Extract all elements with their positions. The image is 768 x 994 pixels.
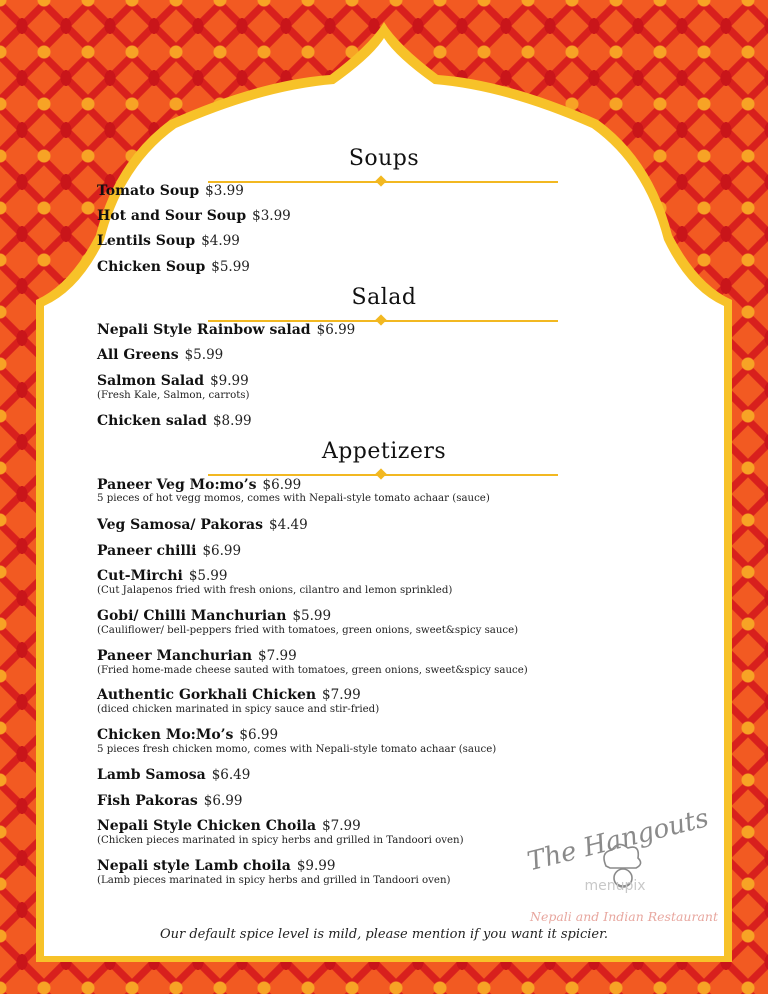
item-name: Cut-Mirchi	[97, 568, 183, 584]
item-description: (Cut Jalapenos fried with fresh onions, cilantro and lemon sprinkled)	[97, 585, 453, 596]
item-name: Chicken Soup	[97, 259, 206, 275]
logo-tagline: Nepali and Indian Restaurant	[530, 909, 718, 924]
item-price: $7.99	[322, 687, 361, 703]
item-price: $5.99	[184, 347, 224, 363]
menu-item	[97, 565, 227, 584]
item-name: Veg Samosa/ Pakoras	[97, 517, 264, 533]
menu-item	[97, 684, 361, 703]
menu-item	[97, 410, 252, 429]
menu-item	[97, 605, 331, 624]
item-name: Authentic Gorkhali Chicken	[97, 687, 317, 703]
section-divider	[208, 181, 558, 183]
item-description: 5 pieces of hot vegg momos, comes with Nepali-style tomato achaar (sauce)	[97, 493, 490, 504]
spice-note: Our default spice level is mild, please mention if you want it spicier.	[159, 927, 609, 942]
item-price: $5.99	[292, 608, 332, 624]
item-description: (Chicken pieces marinated in spicy herbs and grilled in Tandoori oven)	[97, 835, 464, 846]
item-price: $6.99	[262, 477, 302, 493]
section-title-appetizers: Appetizers	[321, 439, 447, 464]
item-name: Nepali Style Chicken Choila	[97, 818, 317, 834]
menu-item	[97, 514, 308, 533]
item-description: (Cauliflower/ bell-peppers fried with tomatoes, green onions, sweet&spicy sauce)	[97, 625, 519, 636]
menu-item	[97, 230, 240, 249]
menu-item	[97, 370, 249, 389]
logo-name: The Hangouts	[524, 803, 712, 878]
item-name: Gobi/ Chilli Manchurian	[97, 608, 287, 624]
restaurant-logo	[520, 800, 730, 930]
item-name: Tomato Soup	[97, 183, 200, 199]
item-price: $3.99	[252, 208, 291, 224]
menu-item	[97, 790, 242, 809]
item-description: (Fresh Kale, Salmon, carrots)	[97, 390, 250, 401]
item-description: (diced chicken marinated in spicy sauce and stir-fried)	[97, 704, 380, 715]
section-title-soups: Soups	[348, 146, 420, 171]
item-price: $6.99	[202, 543, 242, 559]
item-price: $5.99	[211, 259, 250, 275]
item-price: $7.99	[258, 648, 297, 664]
item-name: Nepali style Lamb choila	[97, 858, 291, 874]
item-price: $4.49	[269, 517, 308, 533]
item-name: Hot and Sour Soup	[97, 208, 247, 224]
item-name: Lamb Samosa	[97, 767, 206, 783]
item-name: Fish Pakoras	[97, 793, 198, 809]
item-price: $6.99	[316, 322, 356, 338]
item-name: Paneer Manchurian	[97, 648, 253, 664]
menu-item	[97, 815, 361, 834]
item-price: $6.99	[203, 793, 243, 809]
menu-item	[97, 764, 250, 783]
logo-watermark: menupix	[584, 878, 646, 894]
menu-item	[97, 724, 278, 743]
menu-item	[97, 344, 223, 363]
item-name: All Greens	[97, 347, 179, 363]
menu-item	[97, 645, 297, 664]
menu-item	[97, 319, 355, 338]
section-title-salad: Salad	[351, 285, 417, 310]
item-description: 5 pieces fresh chicken momo, comes with Nepali-style tomato achaar (sauce)	[97, 744, 497, 755]
item-name: Chicken Mo:Mo’s	[97, 727, 234, 743]
item-name: Paneer chilli	[97, 543, 197, 559]
item-price: $4.99	[201, 233, 240, 249]
item-name: Paneer Veg Mo:mo’s	[97, 477, 257, 493]
item-description: (Lamb pieces marinated in spicy herbs and grilled in Tandoori oven)	[97, 875, 451, 886]
item-name: Lentils Soup	[97, 233, 196, 249]
menu-item	[97, 540, 241, 559]
menu-item	[97, 205, 291, 224]
item-price: $3.99	[205, 183, 244, 199]
item-name: Salmon Salad	[97, 373, 205, 389]
item-price: $8.99	[212, 413, 252, 429]
item-price: $5.99	[188, 568, 228, 584]
item-name: Chicken salad	[97, 413, 207, 429]
item-price: $9.99	[296, 858, 336, 874]
menu-item	[97, 855, 335, 874]
menu-item	[97, 180, 244, 199]
item-price: $6.49	[211, 767, 251, 783]
item-price: $7.99	[322, 818, 361, 834]
item-description: (Fried home-made cheese sauted with tomatoes, green onions, sweet&spicy sauce)	[97, 665, 528, 676]
menu-item	[97, 474, 301, 493]
item-price: $9.99	[210, 373, 249, 389]
item-price: $6.99	[239, 727, 279, 743]
item-name: Nepali Style Rainbow salad	[97, 322, 311, 338]
menu-item	[97, 256, 250, 275]
